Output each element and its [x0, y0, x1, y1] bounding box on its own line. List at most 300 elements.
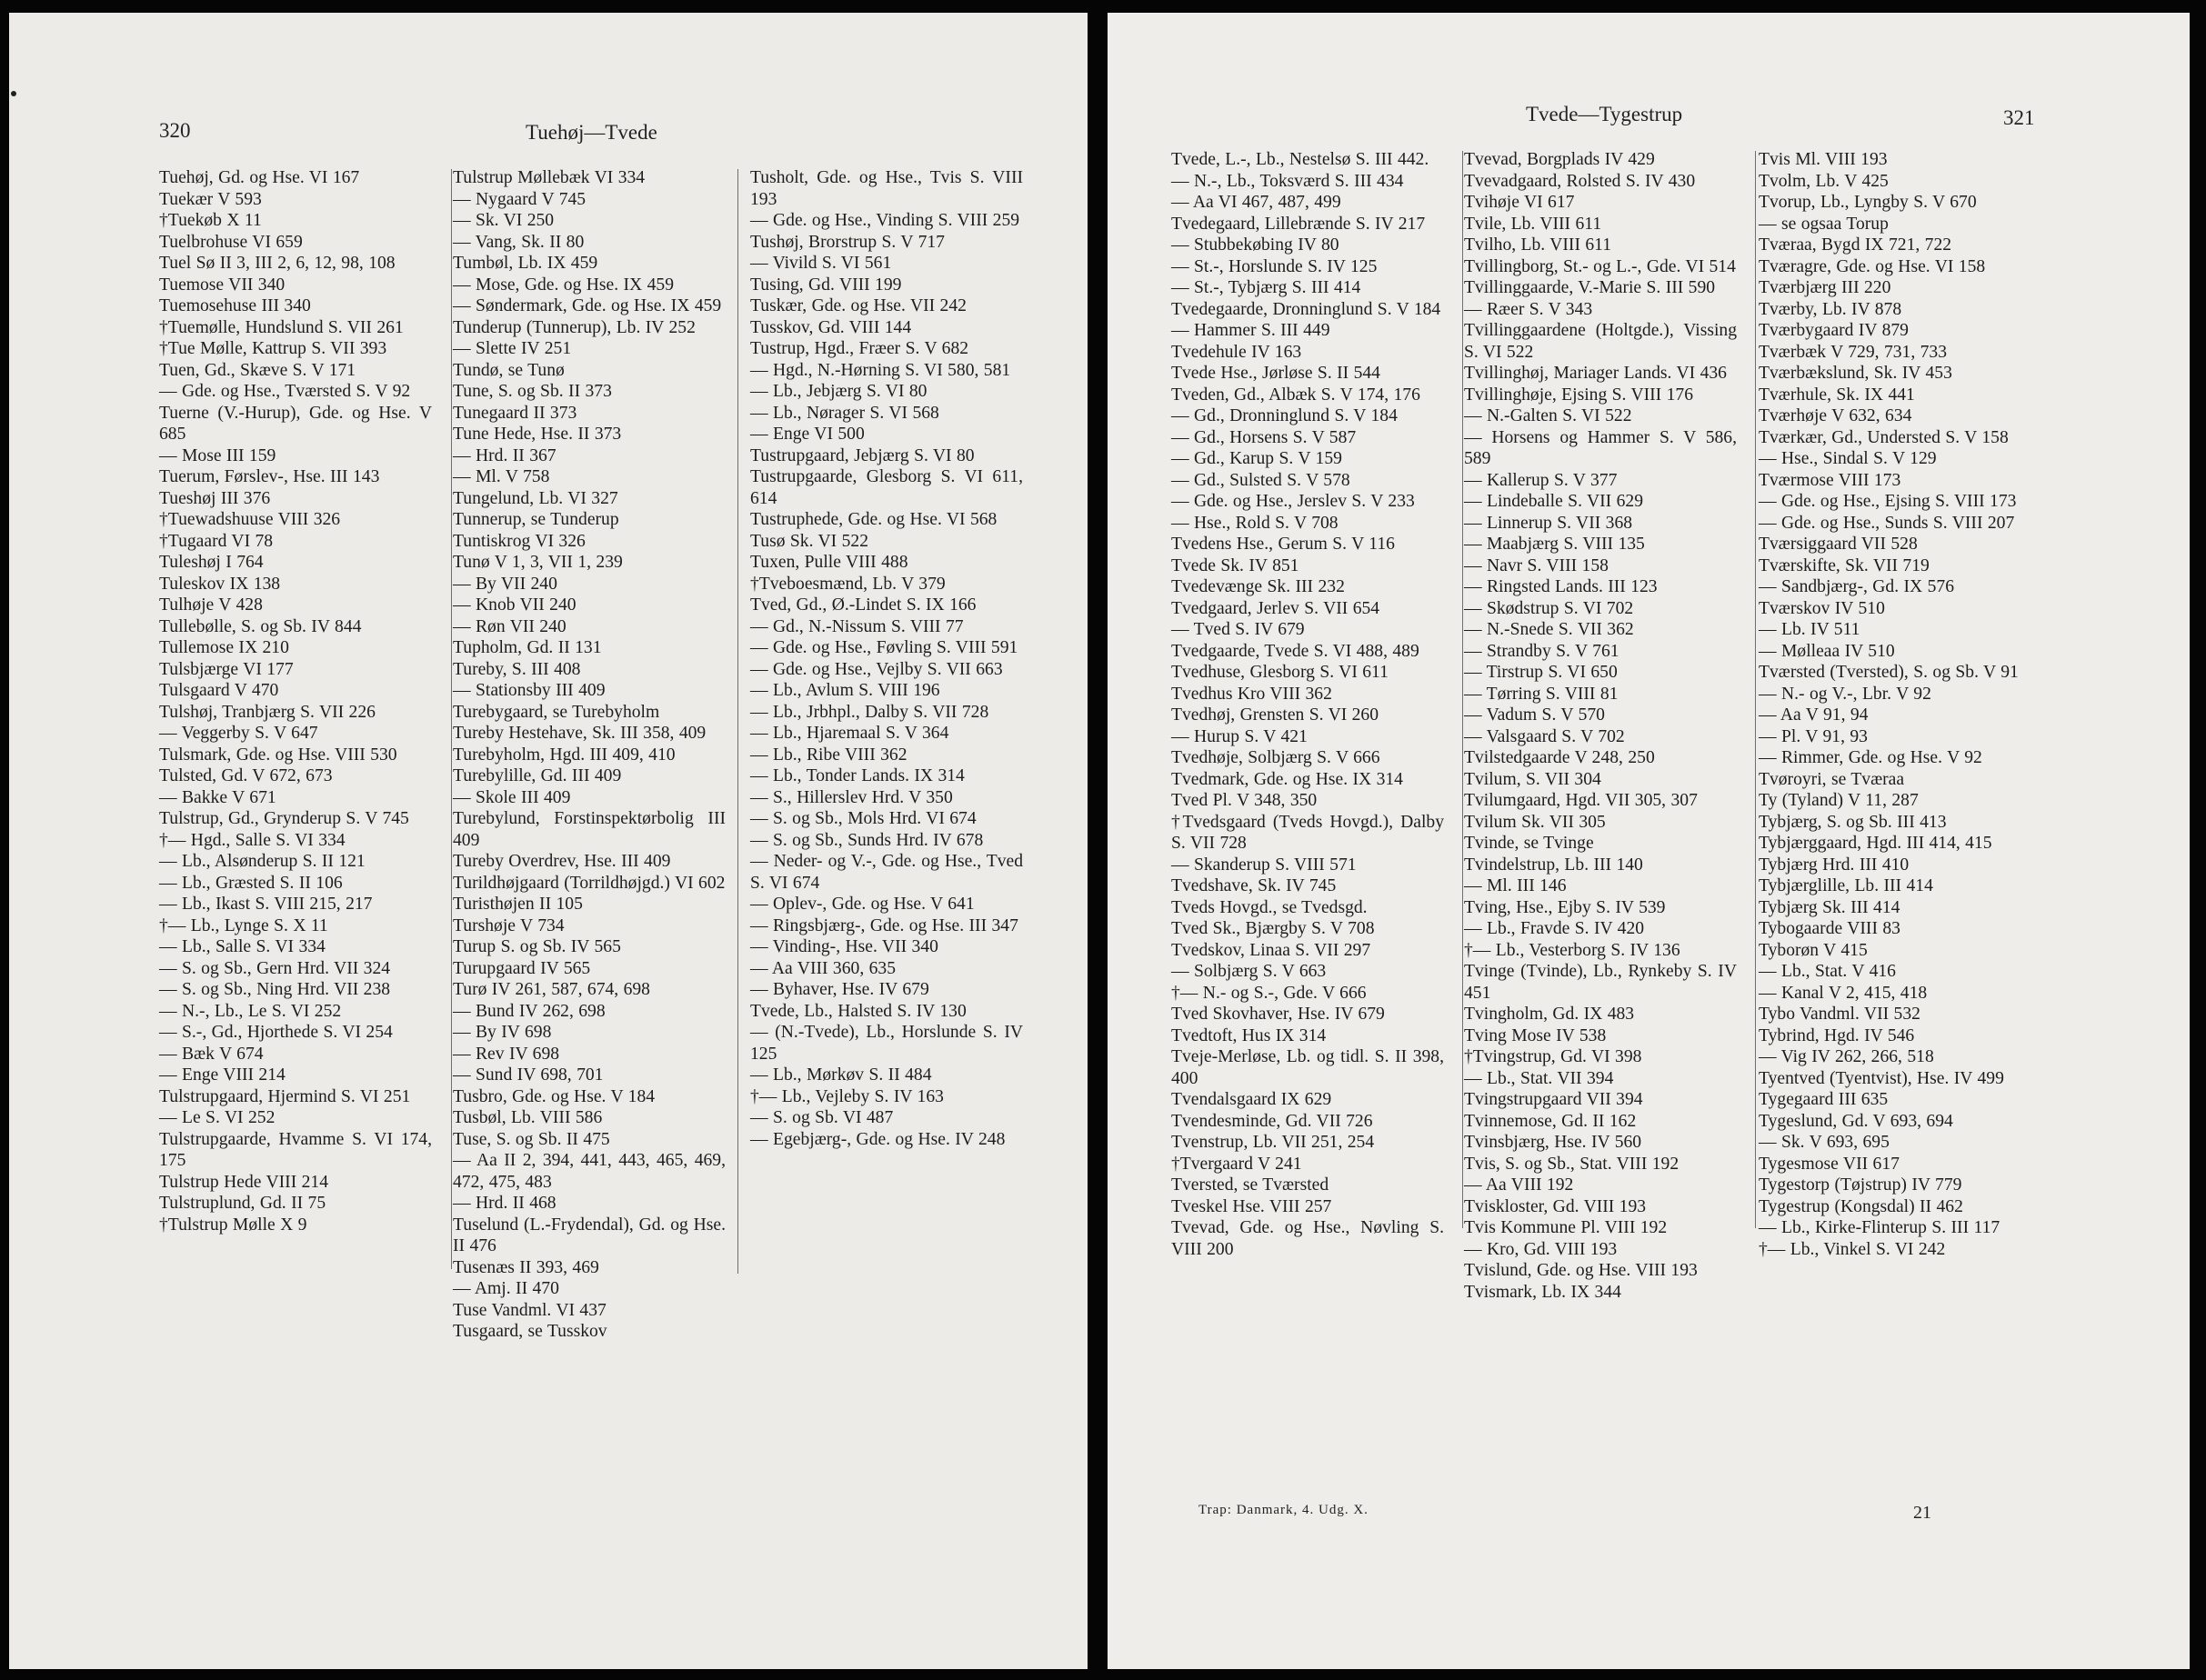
index-entry: — Aa V 91, 94: [1759, 705, 1869, 725]
index-entry: — S. og Sb., Sunds Hrd. IV 678: [750, 830, 984, 850]
left-running-head: Tuehøj—Tvede: [526, 121, 657, 144]
index-entry: Tybjærggaard, Hgd. III 414, 415: [1759, 834, 1992, 853]
index-entry: — Lb., Salle S. VI 334: [159, 937, 326, 956]
index-entry: Turebyholm, Hgd. III 409, 410: [453, 745, 676, 765]
right-column-rule-1: [1462, 151, 1463, 1228]
index-entry: — Sk. V 693, 695: [1759, 1133, 1890, 1152]
index-entry: — Kro, Gd. VIII 193: [1464, 1239, 1618, 1259]
index-entry: Tureby Overdrev, Hse. III 409: [453, 852, 671, 871]
index-entry: Tvede, L.-, Lb., Nestelsø S. III 442.: [1171, 150, 1429, 169]
index-entry: Tuselund (L.-Frydendal), Gd. og Hse. II 476: [453, 1215, 726, 1255]
index-entry: — Lb., Alsønderup S. II 121: [159, 852, 366, 871]
index-entry: Tvillinghøj, Mariager Lands. VI 436: [1464, 364, 1727, 383]
index-entry: — Lb., Stat. V 416: [1759, 962, 1896, 981]
index-entry: Tvolm, Lb. V 425: [1759, 171, 1889, 191]
index-entry: Tygesmose VII 617: [1759, 1154, 1900, 1174]
index-entry: — Lb., Mørkøv S. II 484: [750, 1065, 932, 1085]
index-entry: Tvorup, Lb., Lyngby S. V 670: [1759, 193, 1977, 212]
index-entry: †Tveboesmænd, Lb. V 379: [750, 574, 946, 594]
index-entry: Tvillingborg, St.- og L.-, Gde. VI 514: [1464, 256, 1736, 276]
index-entry: — Vivild S. VI 561: [750, 254, 892, 273]
index-entry: — Lb., Fravde S. IV 420: [1464, 919, 1645, 938]
index-entry: Tuerum, Førslev-, Hse. III 143: [159, 467, 380, 486]
index-entry: Tvinge (Tvinde), Lb., Rynkeby S. IV 451: [1464, 962, 1737, 1003]
index-entry: Tuen, Gd., Skæve S. V 171: [159, 360, 356, 380]
index-entry: — Horsens og Hammer S. V 586, 589: [1464, 427, 1737, 468]
index-entry: — By VII 240: [453, 574, 557, 594]
index-entry: Tune Hede, Hse. II 373: [453, 425, 622, 444]
index-entry: Tværbæk V 729, 731, 733: [1759, 342, 1948, 362]
index-entry: — S. og Sb., Gern Hrd. VII 324: [159, 958, 391, 978]
index-entry: Tullemose IX 210: [159, 638, 289, 657]
index-entry: — Hse., Rold S. V 708: [1171, 513, 1339, 533]
index-entry: Tuel Sø II 3, III 2, 6, 12, 98, 108: [159, 254, 396, 273]
index-entry: Tvinnemose, Gd. II 162: [1464, 1111, 1637, 1131]
index-entry: Tvinde, se Tvinge: [1464, 834, 1594, 853]
index-entry: Tunegaard II 373: [453, 403, 577, 423]
index-entry: Tulshøj, Tranbjærg S. VII 226: [159, 702, 376, 722]
index-entry: — N.- og V.-, Lbr. V 92: [1759, 684, 1931, 704]
index-entry: Tværskov IV 510: [1759, 598, 1885, 618]
index-entry: — Strandby S. V 761: [1464, 641, 1619, 661]
index-entry: — By IV 698: [453, 1023, 552, 1042]
index-entry: Tvedegaarde, Dronninglund S. V 184: [1171, 299, 1441, 319]
index-entry: Tvillinggaarde, V.-Marie S. III 590: [1464, 278, 1716, 297]
index-entry: Tvilho, Lb. VIII 611: [1464, 235, 1612, 255]
right-page: [1108, 13, 2190, 1669]
index-entry: Tved Skovhaver, Hse. IV 679: [1171, 1005, 1385, 1024]
index-entry: — Lb., Kirke-Flinterup S. III 117: [1759, 1218, 2000, 1237]
index-entry: — Ræer S. V 343: [1464, 299, 1593, 319]
index-entry: Turebygaard, se Turebyholm: [453, 702, 660, 722]
index-entry: — N.-Galten S. VI 522: [1464, 406, 1632, 425]
index-entry: Tvinsbjærg, Hse. IV 560: [1464, 1133, 1642, 1152]
index-entry: — Nygaard V 745: [453, 189, 587, 209]
index-entry: Tybrind, Hgd. IV 546: [1759, 1025, 1915, 1045]
index-entry: — Veggerby S. V 647: [159, 724, 318, 743]
index-entry: Tuekær V 593: [159, 189, 262, 209]
index-entry: Tuskær, Gde. og Hse. VII 242: [750, 296, 967, 315]
left-page-number: 320: [159, 119, 191, 142]
index-entry: — Bæk V 674: [159, 1044, 264, 1064]
index-entry: †— Hgd., Salle S. VI 334: [159, 830, 346, 850]
index-entry: Ty (Tyland) V 11, 287: [1759, 791, 1919, 810]
index-entry: Tvedmark, Gde. og Hse. IX 314: [1171, 769, 1403, 789]
index-entry: Tunnerup, se Tunderup: [453, 510, 619, 529]
index-entry: Tværsted (Tversted), S. og Sb. V 91: [1759, 663, 2019, 682]
index-entry: †— Lb., Vinkel S. VI 242: [1759, 1239, 1946, 1259]
index-entry: Tværagre, Gde. og Hse. VI 158: [1759, 256, 1986, 276]
index-entry: — Aa II 2, 394, 441, 443, 465, 469, 472, 475, 483: [453, 1151, 726, 1192]
index-entry: — Amj. II 470: [453, 1279, 559, 1298]
index-entry: Tvillinghøje, Ejsing S. VIII 176: [1464, 385, 1693, 405]
index-entry: — Søndermark, Gde. og Hse. IX 459: [453, 296, 722, 315]
index-entry: Tveskel Hse. VIII 257: [1171, 1196, 1332, 1216]
index-entry: Tungelund, Lb. VI 327: [453, 488, 618, 508]
index-entry: Turupgaard IV 565: [453, 958, 591, 978]
index-entry: Tværkær, Gd., Understed S. V 158: [1759, 427, 2009, 447]
right-running-head: Tvede—Tygestrup: [1526, 103, 1683, 125]
index-entry: — Tirstrup S. VI 650: [1464, 663, 1618, 682]
index-entry: Tvedhus Kro VIII 362: [1171, 684, 1332, 704]
index-entry: Tvenstrup, Lb. VII 251, 254: [1171, 1133, 1375, 1152]
index-entry: — Gde. og Hse., Vejlby S. VII 663: [750, 659, 1003, 679]
index-entry: Tveden, Gd., Albæk S. V 174, 176: [1171, 385, 1420, 405]
index-entry: Tuemose VII 340: [159, 275, 286, 295]
index-entry: — (N.-Tvede), Lb., Horslunde S. IV 125: [750, 1023, 1023, 1064]
index-entry: Tusenæs II 393, 469: [453, 1257, 599, 1277]
index-entry: — Skole III 409: [453, 787, 571, 807]
index-entry: — Enge VIII 214: [159, 1065, 286, 1085]
index-entry: †Tuemølle, Hundslund S. VII 261: [159, 317, 404, 337]
index-entry: Tulsted, Gd. V 672, 673: [159, 766, 333, 785]
index-entry: Tvede Hse., Jørløse S. II 544: [1171, 364, 1380, 383]
index-entry: — Slette IV 251: [453, 339, 572, 358]
left-column-rule-2: [737, 169, 738, 1274]
index-entry: Tune, S. og Sb. II 373: [453, 382, 612, 401]
index-entry: Tusbro, Gde. og Hse. V 184: [453, 1086, 656, 1106]
index-entry: Tvingstrupgaard VII 394: [1464, 1090, 1643, 1109]
index-entry: †Tvergaard V 241: [1171, 1154, 1302, 1174]
index-entry: Tværbygaard IV 879: [1759, 321, 1909, 340]
index-entry: Tværbjærg III 220: [1759, 278, 1891, 297]
right-column-2: [1464, 149, 1737, 1303]
index-entry: Tybo Vandml. VII 532: [1759, 1005, 1920, 1024]
index-entry: — Stationsby III 409: [453, 681, 606, 700]
index-entry: — Bakke V 671: [159, 787, 276, 807]
index-entry: — Gd., N.-Nissum S. VIII 77: [750, 616, 964, 636]
index-entry: Tvevadgaard, Rolsted S. IV 430: [1464, 171, 1696, 191]
index-entry: Turø IV 261, 587, 674, 698: [453, 980, 650, 999]
index-entry: Tvevad, Gde. og Hse., Nøvling S. VIII 200: [1171, 1218, 1444, 1259]
index-entry: — Lb., Hjaremaal S. V 364: [750, 724, 949, 743]
index-entry: Turisthøjen II 105: [453, 895, 583, 914]
index-entry: — Lb., Stat. VII 394: [1464, 1068, 1614, 1088]
index-entry: — Mose III 159: [159, 445, 276, 465]
index-entry: — Lb. IV 511: [1759, 620, 1860, 639]
index-entry: — Hrd. II 367: [453, 445, 557, 465]
index-entry: Tueshøj III 376: [159, 488, 271, 508]
index-entry: Tvillinggaardene (Holtgde.), Vissing S. VI 522: [1464, 321, 1737, 362]
index-entry: Tvedhøje, Solbjærg S. V 666: [1171, 748, 1380, 767]
index-entry: Tygegaard III 635: [1759, 1090, 1889, 1109]
index-entry: — Mose, Gde. og Hse. IX 459: [453, 275, 674, 295]
index-entry: — Lb., Ribe VIII 362: [750, 745, 907, 765]
index-entry: — S.-, Gd., Hjorthede S. VI 254: [159, 1023, 393, 1042]
index-entry: Tundø, se Tunø: [453, 360, 565, 380]
index-entry: Tvilstedgaarde V 248, 250: [1464, 748, 1655, 767]
index-entry: Tustrupgaarde, Glesborg S. VI 611, 614: [750, 467, 1023, 508]
index-entry: — St.-, Tybjærg S. III 414: [1171, 278, 1361, 297]
index-entry: †Tugaard VI 78: [159, 531, 274, 551]
index-entry: — Gd., Karup S. V 159: [1171, 449, 1342, 468]
index-entry: Tvedens Hse., Gerum S. V 116: [1171, 535, 1395, 554]
index-entry: Tvingholm, Gd. IX 483: [1464, 1005, 1635, 1024]
index-entry: Tullebølle, S. og Sb. IV 844: [159, 616, 362, 636]
index-entry: — Aa VIII 192: [1464, 1175, 1574, 1195]
index-entry: — Vang, Sk. II 80: [453, 232, 585, 252]
index-entry: Tværskifte, Sk. VII 719: [1759, 555, 1930, 575]
index-entry: Tværby, Lb. IV 878: [1759, 299, 1902, 319]
index-entry: Tveje-Merløse, Lb. og tidl. S. II 398, 400: [1171, 1047, 1444, 1088]
index-entry: Tulstrupgaarde, Hvamme S. VI 174, 175: [159, 1129, 432, 1170]
index-entry: Tuntiskrog VI 326: [453, 531, 586, 551]
index-entry: †— Lb., Vesterborg S. IV 136: [1464, 940, 1680, 960]
left-column-1: [159, 167, 432, 1235]
index-entry: — Hurup S. V 421: [1171, 726, 1308, 746]
index-entry: — Gde. og Hse., Vinding S. VIII 259: [750, 211, 1020, 230]
index-entry: Tureby Hestehave, Sk. III 358, 409: [453, 724, 707, 743]
index-entry: Tversted, se Tværsted: [1171, 1175, 1329, 1195]
index-entry: — N.-, Lb., Le S. VI 252: [159, 1001, 342, 1021]
index-entry: Tustrupgaard, Jebjærg S. VI 80: [750, 445, 975, 465]
index-entry: — Le S. VI 252: [159, 1108, 276, 1127]
index-entry: — Lb., Jebjærg S. VI 80: [750, 382, 928, 401]
index-entry: Tvedegaard, Lillebrænde S. IV 217: [1171, 214, 1426, 234]
index-entry: Tustrup, Hgd., Fræer S. V 682: [750, 339, 969, 358]
index-entry: — Navr S. VIII 158: [1464, 555, 1609, 575]
right-page-number: 321: [2003, 106, 2035, 129]
index-entry: — Vig IV 262, 266, 518: [1759, 1047, 1934, 1066]
index-entry: — S., Hillerslev Hrd. V 350: [750, 787, 953, 807]
right-footer-signature: 21: [1913, 1503, 1931, 1523]
left-column-3: [750, 167, 1023, 1150]
index-entry: — Ml. V 758: [453, 467, 550, 486]
index-entry: — S. og Sb., Mols Hrd. VI 674: [750, 809, 977, 828]
index-entry: Tved, Gd., Ø.-Lindet S. IX 166: [750, 595, 977, 615]
index-entry: — Vadum S. V 570: [1464, 705, 1605, 725]
index-entry: — Skanderup S. VIII 571: [1171, 855, 1357, 875]
index-entry: Tværhule, Sk. IX 441: [1759, 385, 1915, 405]
index-entry: Turildhøjgaard (Torrildhøjgd.) VI 602: [453, 873, 726, 893]
index-entry: — Egebjærg-, Gde. og Hse. IV 248: [750, 1129, 1006, 1149]
index-entry: — Rimmer, Gde. og Hse. V 92: [1759, 748, 1982, 767]
index-entry: Tygestrup (Kongsdal) II 462: [1759, 1196, 1963, 1216]
index-entry: Tulstrup Hede VIII 214: [159, 1172, 329, 1192]
index-entry: Tving Mose IV 538: [1464, 1025, 1607, 1045]
index-entry: Tviskloster, Gd. VIII 193: [1464, 1196, 1647, 1216]
index-entry: Tværaa, Bygd IX 721, 722: [1759, 235, 1952, 255]
index-entry: Tushøj, Brorstrup S. V 717: [750, 232, 945, 252]
index-entry: Turebylille, Gd. III 409: [453, 766, 622, 785]
index-entry: — Solbjærg S. V 663: [1171, 962, 1327, 981]
index-entry: Turup S. og Sb. IV 565: [453, 937, 621, 956]
index-entry: — Lb., Avlum S. VIII 196: [750, 681, 940, 700]
index-entry: — se ogsaa Torup: [1759, 214, 1889, 234]
index-entry: Tvis Kommune Pl. VIII 192: [1464, 1218, 1668, 1237]
index-entry: — Gd., Horsens S. V 587: [1171, 427, 1357, 447]
index-entry: — Lb., Græsted S. II 106: [159, 873, 343, 893]
index-entry: — Hrd. II 468: [453, 1194, 557, 1213]
index-entry: Tvedgaarde, Tvede S. VI 488, 489: [1171, 641, 1419, 661]
index-entry: Tuse Vandml. VI 437: [453, 1300, 607, 1320]
index-entry: Tulstruplund, Gd. II 75: [159, 1194, 326, 1213]
index-entry: — Gde. og Hse., Tværsted S. V 92: [159, 382, 411, 401]
index-entry: Tunø V 1, 3, VII 1, 239: [453, 553, 623, 572]
index-entry: Tuleskov IX 138: [159, 574, 281, 594]
print-speck: [11, 91, 16, 96]
index-entry: Tuxen, Pulle VIII 488: [750, 553, 908, 572]
index-entry: Tusholt, Gde. og Hse., Tvis S. VIII 193: [750, 168, 1023, 209]
index-entry: — Hse., Sindal S. V 129: [1759, 449, 1937, 468]
index-entry: — Aa VI 467, 487, 499: [1171, 193, 1341, 212]
right-column-3: [1759, 149, 2031, 1260]
index-entry: Tybogaarde VIII 83: [1759, 919, 1900, 938]
index-entry: Turshøje V 734: [453, 915, 565, 935]
index-entry: — Gde. og Hse., Ejsing S. VIII 173: [1759, 492, 2017, 511]
index-entry: Tybjærg Sk. III 414: [1759, 897, 1900, 917]
index-entry: — Ringsted Lands. III 123: [1464, 577, 1658, 596]
index-entry: Tvis, S. og Sb., Stat. VIII 192: [1464, 1154, 1680, 1174]
index-entry: Tusing, Gd. VIII 199: [750, 275, 902, 295]
index-entry: — Tørring S. VIII 81: [1464, 684, 1619, 704]
index-entry: — Gde. og Hse., Jerslev S. V 233: [1171, 492, 1415, 511]
index-entry: — Lb., Tonder Lands. IX 314: [750, 766, 965, 785]
index-entry: Tumbøl, Lb. IX 459: [453, 254, 598, 273]
index-entry: Tvilum Sk. VII 305: [1464, 812, 1606, 832]
index-entry: Tværmose VIII 173: [1759, 470, 1901, 490]
index-entry: — Sund IV 698, 701: [453, 1065, 604, 1085]
index-entry: Tuemosehuse III 340: [159, 296, 311, 315]
index-entry: Tvedevænge Sk. III 232: [1171, 577, 1345, 596]
index-entry: — Lindeballe S. VII 629: [1464, 492, 1643, 511]
index-entry: Tuehøj, Gd. og Hse. VI 167: [159, 168, 360, 187]
index-entry: — Knob VII 240: [453, 595, 577, 615]
index-entry: Tulstrupgaard, Hjermind S. VI 251: [159, 1086, 411, 1106]
index-entry: Tunderup (Tunnerup), Lb. IV 252: [453, 317, 696, 337]
index-entry: — Røn VII 240: [453, 616, 567, 636]
index-entry: — S. og Sb. VI 487: [750, 1108, 894, 1127]
index-entry: Tyborøn V 415: [1759, 940, 1868, 960]
index-entry: Tvede Sk. IV 851: [1171, 555, 1299, 575]
index-entry: Tvihøje VI 617: [1464, 193, 1575, 212]
index-entry: Tveds Hovgd., se Tvedsgd.: [1171, 897, 1368, 917]
index-entry: †Tuewadshuuse VIII 326: [159, 510, 341, 529]
index-entry: Tupholm, Gd. II 131: [453, 638, 602, 657]
index-entry: — Sandbjærg-, Gd. IX 576: [1759, 577, 1954, 596]
right-column-rule-2: [1755, 151, 1756, 1228]
index-entry: †Tue Mølle, Kattrup S. VII 393: [159, 339, 387, 358]
index-entry: Tustruphede, Gde. og Hse. VI 568: [750, 510, 998, 529]
index-entry: — Pl. V 91, 93: [1759, 726, 1868, 746]
index-entry: Tusskov, Gd. VIII 144: [750, 317, 912, 337]
index-entry: — Mølleaa IV 510: [1759, 641, 1895, 661]
index-entry: Tved Sk., Bjærgby S. V 708: [1171, 919, 1375, 938]
index-entry: Tværhøje V 632, 634: [1759, 406, 1912, 425]
index-entry: — Hgd., N.-Hørning S. VI 580, 581: [750, 360, 1011, 380]
index-entry: — Bund IV 262, 698: [453, 1001, 606, 1021]
index-entry: Tusø Sk. VI 522: [750, 531, 868, 551]
index-entry: — Maabjærg S. VIII 135: [1464, 535, 1645, 554]
index-entry: — Enge VI 500: [750, 425, 865, 444]
index-entry: †— Lb., Vejleby S. IV 163: [750, 1086, 944, 1106]
index-entry: Tyentved (Tyentvist), Hse. IV 499: [1759, 1068, 2004, 1088]
index-entry: Tvislund, Gde. og Hse. VIII 193: [1464, 1261, 1698, 1280]
index-entry: — Aa VIII 360, 635: [750, 958, 897, 978]
index-entry: Tulsmark, Gde. og Hse. VIII 530: [159, 745, 397, 765]
index-entry: — Ringsbjærg-, Gde. og Hse. III 347: [750, 915, 1018, 935]
index-entry: Tuerne (V.-Hurup), Gde. og Hse. V 685: [159, 403, 432, 444]
left-column-2: [453, 167, 726, 1343]
index-entry: — Kallerup S. V 377: [1464, 470, 1618, 490]
index-entry: — Stubbekøbing IV 80: [1171, 235, 1339, 255]
index-entry: †Tulstrup Mølle X 9: [159, 1215, 307, 1235]
index-entry: Tulstrup Møllebæk VI 334: [453, 168, 646, 187]
index-entry: — Skødstrup S. VI 702: [1464, 598, 1634, 618]
index-entry: — Hammer S. III 449: [1171, 321, 1330, 340]
index-entry: Tusgaard, se Tusskov: [453, 1322, 607, 1341]
index-entry: Tvedhøj, Grensten S. VI 260: [1171, 705, 1379, 725]
index-entry: — N.-, Lb., Toksværd S. III 434: [1171, 171, 1404, 191]
index-entry: Tvevad, Borgplads IV 429: [1464, 150, 1655, 169]
index-entry: Tulstrup, Gd., Grynderup S. V 745: [159, 809, 409, 828]
index-entry: †— N.- og S.-, Gde. V 666: [1171, 983, 1367, 1003]
index-entry: Tving, Hse., Ejby S. IV 539: [1464, 897, 1666, 917]
index-entry: †Tuekøb X 11: [159, 211, 262, 230]
index-entry: — Lb., Jrbhpl., Dalby S. VII 728: [750, 702, 989, 722]
left-page: [9, 13, 1088, 1669]
index-entry: †Tvingstrup, Gd. VI 398: [1464, 1047, 1642, 1066]
left-column-rule-1: [451, 169, 452, 1269]
index-entry: — Gd., Dronninglund S. V 184: [1171, 406, 1398, 425]
index-entry: — Vinding-, Hse. VII 340: [750, 937, 938, 956]
index-entry: — Rev IV 698: [453, 1044, 560, 1064]
index-entry: Tvedhuse, Glesborg S. VI 611: [1171, 663, 1389, 682]
index-entry: Tved Pl. V 348, 350: [1171, 791, 1318, 810]
index-entry: Tuelbrohuse VI 659: [159, 232, 303, 252]
index-entry: †— Lb., Lynge S. X 11: [159, 915, 328, 935]
index-entry: Tvedtoft, Hus IX 314: [1171, 1025, 1327, 1045]
index-entry: Tygeslund, Gd. V 693, 694: [1759, 1111, 1953, 1131]
right-footer-imprint: Trap: Danmark, 4. Udg. X.: [1198, 1503, 1369, 1517]
index-entry: — Oplev-, Gde. og Hse. V 641: [750, 895, 975, 914]
index-entry: Tureby, S. III 408: [453, 659, 581, 679]
index-entry: Tvismark, Lb. IX 344: [1464, 1282, 1621, 1302]
index-entry: — St.-, Horslunde S. IV 125: [1171, 256, 1378, 276]
index-entry: — Sk. VI 250: [453, 211, 555, 230]
index-entry: Tvile, Lb. VIII 611: [1464, 214, 1602, 234]
index-entry: Tvedskov, Linaa S. VII 297: [1171, 940, 1371, 960]
index-entry: — Valsgaard S. V 702: [1464, 726, 1625, 746]
index-entry: — Byhaver, Hse. IV 679: [750, 980, 929, 999]
index-entry: — Gd., Sulsted S. V 578: [1171, 470, 1350, 490]
index-entry: Tværsiggaard VII 528: [1759, 535, 1918, 554]
index-entry: Tybjærglille, Lb. III 414: [1759, 876, 1933, 895]
index-entry: Tvedehule IV 163: [1171, 342, 1302, 362]
index-entry: — Gde. og Hse., Føvling S. VIII 591: [750, 638, 1018, 657]
index-entry: Tybjærg, S. og Sb. III 413: [1759, 812, 1947, 832]
index-entry: — Linnerup S. VII 368: [1464, 513, 1633, 533]
index-entry: Tvendesminde, Gd. VII 726: [1171, 1111, 1373, 1131]
index-entry: Tulhøje V 428: [159, 595, 263, 615]
index-entry: — Lb., Nørager S. VI 568: [750, 403, 939, 423]
index-entry: Tvilumgaard, Hgd. VII 305, 307: [1464, 791, 1698, 810]
index-entry: Tybjærg Hrd. III 410: [1759, 855, 1910, 875]
index-entry: — S. og Sb., Ning Hrd. VII 238: [159, 980, 391, 999]
index-entry: Tvedgaard, Jerlev S. VII 654: [1171, 598, 1380, 618]
index-entry: †Tvedsgaard (Tveds Hovgd.), Dalby S. VII 728: [1171, 812, 1444, 853]
index-entry: Tvøroyri, se Tværaa: [1759, 769, 1905, 789]
index-entry: Tvis Ml. VIII 193: [1759, 150, 1888, 169]
index-entry: Tvindelstrup, Lb. III 140: [1464, 855, 1643, 875]
index-entry: — Gde. og Hse., Sunds S. VIII 207: [1759, 513, 2015, 533]
index-entry: Tygestorp (Tøjstrup) IV 779: [1759, 1175, 1962, 1195]
index-entry: Tuleshøj I 764: [159, 553, 264, 572]
index-entry: Tulsgaard V 470: [159, 681, 279, 700]
index-entry: Tvedshave, Sk. IV 745: [1171, 876, 1337, 895]
index-entry: — Neder- og V.-, Gde. og Hse., Tved S. VI 674: [750, 852, 1023, 893]
index-entry: Tvede, Lb., Halsted S. IV 130: [750, 1001, 967, 1021]
